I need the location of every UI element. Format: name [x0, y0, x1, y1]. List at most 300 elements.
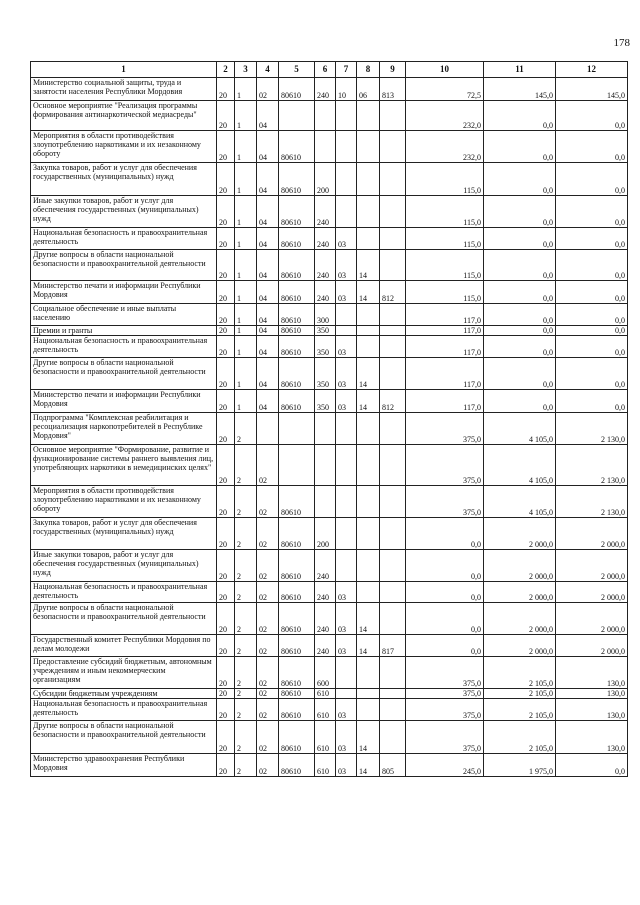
- row-value-cell: 145,0: [484, 78, 556, 101]
- row-value-cell: 4 105,0: [484, 486, 556, 518]
- row-code-cell: 817: [380, 635, 406, 657]
- row-code-cell: [357, 101, 380, 131]
- row-value-cell: 232,0: [406, 101, 484, 131]
- row-code-cell: 2: [235, 635, 257, 657]
- row-code-cell: 04: [257, 390, 279, 413]
- row-value-cell: 115,0: [406, 228, 484, 250]
- row-code-cell: 2: [235, 603, 257, 635]
- row-code-cell: 610: [315, 754, 336, 777]
- row-code-cell: 04: [257, 101, 279, 131]
- row-value-cell: 4 105,0: [484, 413, 556, 445]
- row-code-cell: 240: [315, 550, 336, 582]
- row-name-cell: Национальная безопасность и правоохранительная деятельность: [31, 228, 217, 250]
- row-value-cell: 1 975,0: [484, 754, 556, 777]
- row-code-cell: 350: [315, 326, 336, 336]
- row-value-cell: 0,0: [484, 250, 556, 281]
- row-code-cell: [279, 445, 315, 486]
- row-code-cell: [380, 326, 406, 336]
- row-code-cell: 80610: [279, 326, 315, 336]
- table-row: [31, 689, 628, 699]
- row-code-cell: 1: [235, 78, 257, 101]
- row-name-cell: Субсидии бюджетным учреждениям: [31, 689, 217, 699]
- row-code-cell: 20: [217, 518, 235, 550]
- table-row: [31, 550, 628, 582]
- row-code-cell: [315, 413, 336, 445]
- table-row: [31, 657, 628, 689]
- row-value-cell: 0,0: [484, 196, 556, 228]
- column-header: 8: [357, 62, 380, 78]
- row-name-cell: Подпрограмма "Комплексная реабилитация и ресоциализация наркопотребителей в Республике Мордовия": [31, 413, 217, 445]
- row-value-cell: 0,0: [406, 603, 484, 635]
- column-header: 2: [217, 62, 235, 78]
- row-value-cell: 0,0: [556, 131, 628, 163]
- page-number: 178: [613, 37, 630, 49]
- row-code-cell: [357, 657, 380, 689]
- row-code-cell: 20: [217, 131, 235, 163]
- row-code-cell: [357, 163, 380, 196]
- row-code-cell: 14: [357, 358, 380, 390]
- row-code-cell: 04: [257, 250, 279, 281]
- row-code-cell: 04: [257, 336, 279, 358]
- row-value-cell: 0,0: [406, 518, 484, 550]
- row-code-cell: [380, 131, 406, 163]
- table-row: [31, 101, 628, 131]
- row-code-cell: 20: [217, 754, 235, 777]
- table-row: [31, 390, 628, 413]
- row-value-cell: 0,0: [484, 336, 556, 358]
- row-code-cell: [380, 657, 406, 689]
- row-code-cell: 1: [235, 336, 257, 358]
- row-value-cell: 117,0: [406, 390, 484, 413]
- row-code-cell: 240: [315, 78, 336, 101]
- row-name-cell: Государственный комитет Республики Мордовия по делам молодежи: [31, 635, 217, 657]
- row-code-cell: [357, 413, 380, 445]
- row-value-cell: 245,0: [406, 754, 484, 777]
- row-name-cell: Закупка товаров, работ и услуг для обеспечения государственных (муниципальных) нужд: [31, 163, 217, 196]
- column-header: 1: [31, 62, 217, 78]
- row-code-cell: 02: [257, 518, 279, 550]
- row-value-cell: 117,0: [406, 336, 484, 358]
- row-code-cell: 14: [357, 250, 380, 281]
- row-name-cell: Основное мероприятие "Формирование, развитие и функционирование системы раннего выявления лиц, употребляющих наркотики в немедицинских целях": [31, 445, 217, 486]
- row-code-cell: 80610: [279, 486, 315, 518]
- row-code-cell: 02: [257, 603, 279, 635]
- row-code-cell: 20: [217, 281, 235, 304]
- row-name-cell: Министерство печати и информации Республики Мордовия: [31, 390, 217, 413]
- row-code-cell: 1: [235, 281, 257, 304]
- row-value-cell: 375,0: [406, 486, 484, 518]
- row-code-cell: 2: [235, 582, 257, 603]
- column-header: 5: [279, 62, 315, 78]
- row-value-cell: 0,0: [556, 250, 628, 281]
- row-code-cell: 2: [235, 699, 257, 721]
- column-header: 7: [336, 62, 357, 78]
- row-code-cell: [380, 699, 406, 721]
- row-code-cell: 1: [235, 390, 257, 413]
- row-code-cell: 03: [336, 390, 357, 413]
- row-value-cell: 2 130,0: [556, 413, 628, 445]
- row-code-cell: [336, 689, 357, 699]
- row-value-cell: 375,0: [406, 689, 484, 699]
- row-value-cell: 0,0: [556, 281, 628, 304]
- row-name-cell: Национальная безопасность и правоохранительная деятельность: [31, 699, 217, 721]
- row-code-cell: [380, 163, 406, 196]
- row-value-cell: 2 000,0: [484, 603, 556, 635]
- table-row: [31, 336, 628, 358]
- row-code-cell: 240: [315, 228, 336, 250]
- row-code-cell: [357, 131, 380, 163]
- row-value-cell: 4 105,0: [484, 445, 556, 486]
- row-name-cell: Другие вопросы в области национальной безопасности и правоохранительной деятельности: [31, 603, 217, 635]
- row-code-cell: [336, 131, 357, 163]
- row-code-cell: [357, 336, 380, 358]
- row-code-cell: 03: [336, 635, 357, 657]
- row-code-cell: 80610: [279, 304, 315, 326]
- row-code-cell: 1: [235, 163, 257, 196]
- row-value-cell: 130,0: [556, 699, 628, 721]
- row-code-cell: 03: [336, 228, 357, 250]
- row-code-cell: [380, 721, 406, 754]
- row-code-cell: 80610: [279, 228, 315, 250]
- table-row: [31, 78, 628, 101]
- row-value-cell: 2 000,0: [484, 582, 556, 603]
- row-value-cell: 0,0: [556, 358, 628, 390]
- row-code-cell: 1: [235, 131, 257, 163]
- row-code-cell: 80610: [279, 657, 315, 689]
- table-row: [31, 582, 628, 603]
- row-code-cell: 14: [357, 635, 380, 657]
- row-code-cell: 04: [257, 281, 279, 304]
- row-code-cell: 14: [357, 603, 380, 635]
- row-name-cell: Другие вопросы в области национальной безопасности и правоохранительной деятельности: [31, 358, 217, 390]
- row-code-cell: 1: [235, 101, 257, 131]
- row-value-cell: 375,0: [406, 413, 484, 445]
- row-code-cell: 14: [357, 281, 380, 304]
- row-code-cell: 80610: [279, 582, 315, 603]
- table-row: [31, 754, 628, 777]
- row-code-cell: [380, 486, 406, 518]
- row-code-cell: 812: [380, 390, 406, 413]
- row-value-cell: 0,0: [484, 228, 556, 250]
- row-code-cell: 80610: [279, 281, 315, 304]
- row-code-cell: 02: [257, 78, 279, 101]
- table-row: [31, 413, 628, 445]
- row-code-cell: 06: [357, 78, 380, 101]
- row-code-cell: [380, 336, 406, 358]
- row-code-cell: 80610: [279, 196, 315, 228]
- row-code-cell: 03: [336, 699, 357, 721]
- table-row: [31, 326, 628, 336]
- row-value-cell: 2 000,0: [484, 635, 556, 657]
- row-value-cell: 0,0: [484, 358, 556, 390]
- row-code-cell: 20: [217, 635, 235, 657]
- row-code-cell: 600: [315, 657, 336, 689]
- row-value-cell: 0,0: [556, 390, 628, 413]
- row-code-cell: [380, 358, 406, 390]
- row-code-cell: 20: [217, 603, 235, 635]
- row-code-cell: 20: [217, 413, 235, 445]
- row-code-cell: 04: [257, 326, 279, 336]
- row-code-cell: 20: [217, 250, 235, 281]
- table-row: [31, 304, 628, 326]
- row-code-cell: 03: [336, 721, 357, 754]
- row-value-cell: 0,0: [484, 304, 556, 326]
- row-value-cell: 2 000,0: [484, 550, 556, 582]
- row-name-cell: Закупка товаров, работ и услуг для обеспечения государственных (муниципальных) нужд: [31, 518, 217, 550]
- row-code-cell: [279, 101, 315, 131]
- row-code-cell: 2: [235, 486, 257, 518]
- table-row: [31, 250, 628, 281]
- row-code-cell: 20: [217, 358, 235, 390]
- row-code-cell: 812: [380, 281, 406, 304]
- row-code-cell: 1: [235, 326, 257, 336]
- row-code-cell: [315, 101, 336, 131]
- row-code-cell: 80610: [279, 550, 315, 582]
- column-header: 10: [406, 62, 484, 78]
- column-header: 6: [315, 62, 336, 78]
- row-code-cell: 02: [257, 445, 279, 486]
- row-value-cell: 0,0: [556, 101, 628, 131]
- table-row: [31, 518, 628, 550]
- row-code-cell: [380, 250, 406, 281]
- row-code-cell: 04: [257, 358, 279, 390]
- row-code-cell: [315, 445, 336, 486]
- column-header: 9: [380, 62, 406, 78]
- row-code-cell: [315, 131, 336, 163]
- row-code-cell: 20: [217, 657, 235, 689]
- row-value-cell: 2 000,0: [556, 603, 628, 635]
- row-name-cell: Иные закупки товаров, работ и услуг для обеспечения государственных (муниципальных) нужд: [31, 196, 217, 228]
- row-value-cell: 115,0: [406, 281, 484, 304]
- row-value-cell: 232,0: [406, 131, 484, 163]
- row-code-cell: 04: [257, 196, 279, 228]
- row-code-cell: 350: [315, 336, 336, 358]
- table-row: [31, 228, 628, 250]
- row-value-cell: 2 000,0: [556, 518, 628, 550]
- table-body: [31, 78, 628, 777]
- row-code-cell: 80610: [279, 699, 315, 721]
- table-row: [31, 131, 628, 163]
- row-code-cell: 813: [380, 78, 406, 101]
- row-value-cell: 0,0: [484, 281, 556, 304]
- row-code-cell: 80610: [279, 250, 315, 281]
- row-code-cell: 1: [235, 196, 257, 228]
- row-code-cell: 240: [315, 250, 336, 281]
- row-code-cell: 240: [315, 603, 336, 635]
- row-code-cell: [380, 196, 406, 228]
- row-code-cell: 20: [217, 390, 235, 413]
- row-code-cell: [336, 304, 357, 326]
- row-value-cell: 2 105,0: [484, 699, 556, 721]
- row-code-cell: 03: [336, 603, 357, 635]
- row-value-cell: 0,0: [406, 582, 484, 603]
- row-code-cell: 03: [336, 358, 357, 390]
- row-code-cell: [357, 326, 380, 336]
- row-value-cell: 130,0: [556, 689, 628, 699]
- row-code-cell: 04: [257, 228, 279, 250]
- row-value-cell: 2 000,0: [556, 635, 628, 657]
- row-value-cell: 2 105,0: [484, 721, 556, 754]
- row-code-cell: 20: [217, 550, 235, 582]
- row-code-cell: 2: [235, 445, 257, 486]
- row-code-cell: 02: [257, 754, 279, 777]
- row-code-cell: 2: [235, 413, 257, 445]
- row-code-cell: [380, 603, 406, 635]
- row-code-cell: 2: [235, 518, 257, 550]
- row-code-cell: 240: [315, 635, 336, 657]
- row-code-cell: [336, 518, 357, 550]
- row-code-cell: [336, 413, 357, 445]
- row-code-cell: 20: [217, 228, 235, 250]
- row-value-cell: 2 130,0: [556, 445, 628, 486]
- row-code-cell: 03: [336, 281, 357, 304]
- row-code-cell: 80610: [279, 754, 315, 777]
- row-value-cell: 375,0: [406, 699, 484, 721]
- row-value-cell: 72,5: [406, 78, 484, 101]
- row-code-cell: [380, 550, 406, 582]
- row-value-cell: 0,0: [406, 550, 484, 582]
- table-row: [31, 358, 628, 390]
- column-header: 11: [484, 62, 556, 78]
- table-row: [31, 281, 628, 304]
- row-value-cell: 0,0: [556, 228, 628, 250]
- row-code-cell: [380, 689, 406, 699]
- row-code-cell: 350: [315, 390, 336, 413]
- row-code-cell: [357, 228, 380, 250]
- row-value-cell: 375,0: [406, 445, 484, 486]
- row-code-cell: [380, 445, 406, 486]
- row-code-cell: 20: [217, 689, 235, 699]
- row-code-cell: 02: [257, 582, 279, 603]
- row-code-cell: [380, 228, 406, 250]
- row-code-cell: [336, 445, 357, 486]
- row-code-cell: [380, 518, 406, 550]
- row-code-cell: 20: [217, 721, 235, 754]
- row-name-cell: Другие вопросы в области национальной безопасности и правоохранительной деятельности: [31, 250, 217, 281]
- row-value-cell: 130,0: [556, 657, 628, 689]
- row-code-cell: 03: [336, 250, 357, 281]
- column-header: 4: [257, 62, 279, 78]
- row-code-cell: 240: [315, 582, 336, 603]
- row-code-cell: [357, 518, 380, 550]
- row-name-cell: Мероприятия в области противодействия злоупотреблению наркотиками и их незаконному обороту: [31, 486, 217, 518]
- row-code-cell: [357, 445, 380, 486]
- row-code-cell: 80610: [279, 518, 315, 550]
- row-code-cell: [357, 689, 380, 699]
- row-code-cell: 240: [315, 196, 336, 228]
- row-name-cell: Иные закупки товаров, работ и услуг для обеспечения государственных (муниципальных) нужд: [31, 550, 217, 582]
- row-value-cell: 145,0: [556, 78, 628, 101]
- row-code-cell: 1: [235, 228, 257, 250]
- table-row: [31, 196, 628, 228]
- row-code-cell: [357, 550, 380, 582]
- row-name-cell: Основное мероприятие "Реализация программы формирования антинаркотической медиасреды": [31, 101, 217, 131]
- row-code-cell: 2: [235, 689, 257, 699]
- row-code-cell: [357, 196, 380, 228]
- row-code-cell: 20: [217, 304, 235, 326]
- row-value-cell: 0,0: [406, 635, 484, 657]
- row-value-cell: 0,0: [556, 336, 628, 358]
- row-code-cell: 610: [315, 689, 336, 699]
- row-value-cell: 2 000,0: [556, 582, 628, 603]
- table-row: [31, 721, 628, 754]
- row-code-cell: 1: [235, 304, 257, 326]
- row-code-cell: 20: [217, 196, 235, 228]
- row-name-cell: Министерство здравоохранения Республики Мордовия: [31, 754, 217, 777]
- row-code-cell: 02: [257, 699, 279, 721]
- row-code-cell: 14: [357, 721, 380, 754]
- row-code-cell: [357, 304, 380, 326]
- row-code-cell: 80610: [279, 721, 315, 754]
- row-code-cell: 80610: [279, 635, 315, 657]
- row-code-cell: [357, 699, 380, 721]
- row-code-cell: 02: [257, 486, 279, 518]
- table-row: [31, 635, 628, 657]
- row-code-cell: 20: [217, 582, 235, 603]
- row-code-cell: [357, 582, 380, 603]
- row-code-cell: 805: [380, 754, 406, 777]
- row-value-cell: 0,0: [556, 754, 628, 777]
- row-code-cell: [336, 486, 357, 518]
- row-value-cell: 0,0: [556, 163, 628, 196]
- row-code-cell: 20: [217, 699, 235, 721]
- table-row: [31, 486, 628, 518]
- row-code-cell: 20: [217, 486, 235, 518]
- row-value-cell: 115,0: [406, 196, 484, 228]
- row-code-cell: 14: [357, 754, 380, 777]
- row-code-cell: 02: [257, 635, 279, 657]
- row-code-cell: 80610: [279, 603, 315, 635]
- row-code-cell: 1: [235, 358, 257, 390]
- row-value-cell: 0,0: [484, 390, 556, 413]
- row-code-cell: [336, 657, 357, 689]
- row-value-cell: 0,0: [484, 101, 556, 131]
- row-name-cell: Другие вопросы в области национальной безопасности и правоохранительной деятельности: [31, 721, 217, 754]
- row-name-cell: Предоставление субсидий бюджетным, автономным учреждениям и иным некоммерческим организациям: [31, 657, 217, 689]
- row-code-cell: 02: [257, 689, 279, 699]
- row-code-cell: 240: [315, 281, 336, 304]
- row-code-cell: 2: [235, 721, 257, 754]
- row-value-cell: 0,0: [556, 196, 628, 228]
- row-code-cell: 14: [357, 390, 380, 413]
- row-code-cell: 80610: [279, 358, 315, 390]
- row-code-cell: 300: [315, 304, 336, 326]
- row-value-cell: 375,0: [406, 657, 484, 689]
- row-code-cell: 20: [217, 78, 235, 101]
- row-code-cell: [336, 163, 357, 196]
- table-row: [31, 603, 628, 635]
- row-code-cell: 80610: [279, 131, 315, 163]
- row-name-cell: Мероприятия в области противодействия злоупотреблению наркотиками и их незаконному обороту: [31, 131, 217, 163]
- row-code-cell: [336, 196, 357, 228]
- table-row: [31, 445, 628, 486]
- row-code-cell: 20: [217, 101, 235, 131]
- row-code-cell: 02: [257, 657, 279, 689]
- row-code-cell: 20: [217, 326, 235, 336]
- row-code-cell: 03: [336, 582, 357, 603]
- table-row: [31, 699, 628, 721]
- row-code-cell: 2: [235, 550, 257, 582]
- row-code-cell: 04: [257, 304, 279, 326]
- column-header: 12: [556, 62, 628, 78]
- row-code-cell: 350: [315, 358, 336, 390]
- row-name-cell: Социальное обеспечение и иные выплаты населению: [31, 304, 217, 326]
- row-code-cell: 80610: [279, 689, 315, 699]
- budget-table: [30, 61, 628, 777]
- row-code-cell: 200: [315, 518, 336, 550]
- row-code-cell: 200: [315, 163, 336, 196]
- row-code-cell: [315, 486, 336, 518]
